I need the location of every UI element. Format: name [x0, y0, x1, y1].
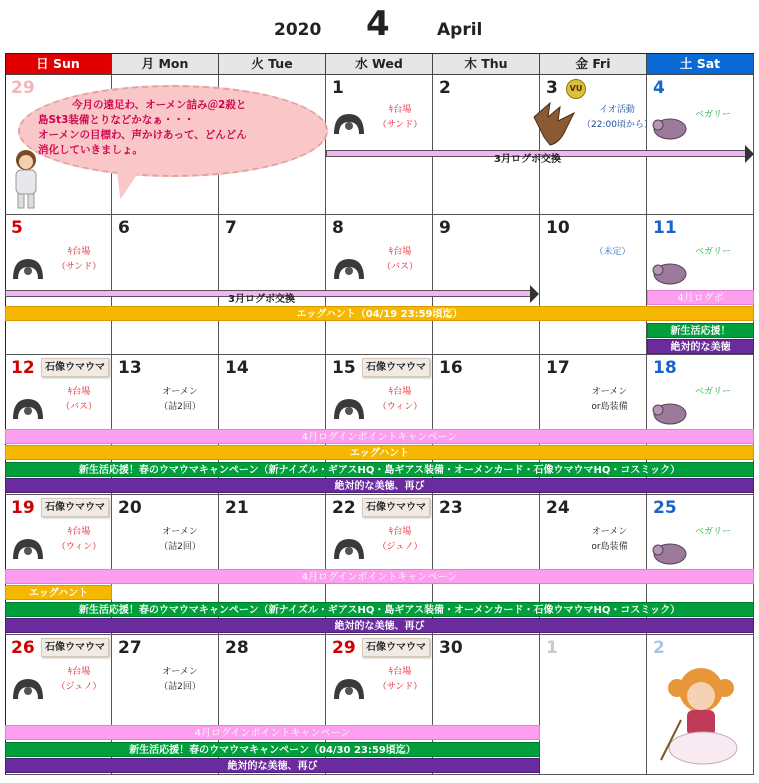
venue-label: ｷ台場 （ウィン） [377, 387, 423, 412]
login-bonus-bar[interactable]: 4月ログボ [647, 290, 754, 305]
event-note: オーメン or島装備 [591, 527, 628, 552]
day-cell-may1[interactable] [540, 635, 647, 775]
day-number: 14 [225, 358, 249, 378]
virtue-bar[interactable]: 絶対的な美徳 [647, 339, 754, 354]
helmet-icon [330, 535, 368, 561]
day-number: 21 [225, 498, 249, 518]
event-note: オーメン （詰2回） [159, 667, 201, 692]
day-number: 1 [546, 638, 558, 658]
day-number: 8 [332, 218, 344, 238]
venue-label: ｷ台場 （サンド） [377, 667, 423, 692]
venue-label: ｷ台場 （バス） [381, 247, 418, 272]
day-number: 22 [332, 498, 356, 518]
day-number: 19 [11, 498, 35, 518]
event-note: オーメン （詰2回） [159, 527, 201, 552]
speech-bubble-text [38, 98, 318, 158]
new-life-campaign-bar[interactable]: 新生活応援！春のウマウマキャンペーン（04/30 23:59頃迄） [5, 742, 540, 757]
day-number: 18 [653, 358, 677, 378]
egg-hunt-bar[interactable]: エッグハント [5, 445, 754, 460]
venue-label: ｷ台場 （サンド） [377, 105, 423, 130]
day-number: 20 [118, 498, 142, 518]
helmet-icon [9, 395, 47, 421]
day-cell-apr1[interactable] [326, 75, 433, 215]
bubble-line: 島St3装備とりなどかなぁ・・・ [38, 114, 195, 126]
login-campaign-bar[interactable]: 4月ログインポイントキャンペーン [5, 429, 754, 444]
event-note: オーメン （詰2回） [159, 387, 201, 412]
day-number: 29 [11, 78, 35, 98]
venue-label: ｷ台場 （バス） [60, 387, 97, 412]
day-number: 27 [118, 638, 142, 658]
day-cell-apr7[interactable] [219, 215, 326, 355]
helmet-icon [9, 675, 47, 701]
arrow-label: 3月ログボ交換 [494, 154, 561, 165]
login-campaign-bar[interactable]: 4月ログインポイントキャンペーン [5, 725, 540, 740]
helmet-icon [330, 255, 368, 281]
day-number: 13 [118, 358, 142, 378]
day-cell-apr9[interactable] [433, 215, 540, 355]
event-note: イオ活動 （22:00頃から） [582, 105, 653, 130]
helmet-icon [330, 395, 368, 421]
venue-label: ｷ台場 （ジュノ） [377, 527, 423, 552]
day-number: 11 [653, 218, 677, 238]
day-number: 29 [332, 638, 356, 658]
helmet-icon [9, 535, 47, 561]
statue-tag: 石像ウマウマ [41, 358, 109, 377]
day-number: 4 [653, 78, 665, 98]
day-number: 3 [546, 78, 558, 98]
egg-hunt-bar[interactable]: エッグハント（04/19 23:59頃迄） [5, 306, 754, 321]
egg-hunt-bar[interactable]: エッグハント [5, 585, 112, 600]
venue-label: ｷ台場 （ウィン） [56, 527, 102, 552]
day-number: 6 [118, 218, 130, 238]
event-note: ベガリー [694, 110, 731, 120]
virtue-bar[interactable]: 絶対的な美徳、再び [5, 478, 754, 493]
month-name: April [437, 20, 483, 40]
arrow-label: 3月ログボ交換 [228, 294, 295, 305]
login-campaign-bar[interactable]: 4月ログインポイントキャンペーン [5, 569, 754, 584]
day-number: 10 [546, 218, 570, 238]
chibi-character-icon [651, 660, 749, 770]
statue-tag: 石像ウマウマ [41, 638, 109, 657]
virtue-bar[interactable]: 絶対的な美徳、再び [5, 618, 754, 633]
day-number: 24 [546, 498, 570, 518]
day-number: 17 [546, 358, 570, 378]
header-thursday: 木 Thu [433, 53, 540, 75]
vu-badge-icon: VU [566, 79, 586, 99]
day-number: 28 [225, 638, 249, 658]
event-note: オーメン or島装備 [591, 387, 628, 412]
header-saturday: 土 Sat [647, 53, 754, 75]
beast-icon [650, 538, 688, 566]
new-life-campaign-bar[interactable]: 新生活応援！春のウマウマキャンペーン（新ナイズル・ギアスHQ・島ギアス装備・オーメンカード・石像ウマウマHQ・コスミック） [5, 602, 754, 617]
day-number: 1 [332, 78, 344, 98]
header-monday: 月 Mon [112, 53, 219, 75]
beast-icon [650, 398, 688, 426]
event-note: （未定） [594, 247, 631, 257]
new-life-campaign-bar[interactable]: 新生活応援！春のウマウマキャンペーン（新ナイズル・ギアスHQ・島ギアス装備・オーメンカード・石像ウマウマHQ・コスミック） [5, 462, 754, 477]
day-cell-apr8[interactable] [326, 215, 433, 355]
bubble-line: オーメンの目標わ、声かけあって、どんどん [38, 129, 247, 141]
bubble-line: 今月の遠足わ、オーメン詰み＠2殺と [72, 99, 247, 111]
day-number: 30 [439, 638, 463, 658]
bubble-line: 消化していきましょ。 [38, 144, 143, 156]
calendar-header [0, 0, 759, 50]
header-friday: 金 Fri [540, 53, 647, 75]
day-number: 25 [653, 498, 677, 518]
month-number: 4 [366, 4, 390, 44]
day-cell-apr5[interactable] [5, 215, 112, 355]
event-note: ベガリー [694, 387, 731, 397]
statue-tag: 石像ウマウマ [362, 638, 430, 657]
day-number: 7 [225, 218, 237, 238]
day-number: 9 [439, 218, 451, 238]
helmet-icon [330, 675, 368, 701]
day-number: 26 [11, 638, 35, 658]
day-cell-apr4[interactable] [647, 75, 754, 215]
event-note: ベガリー [694, 247, 731, 257]
dragon-icon [530, 97, 580, 149]
day-number: 16 [439, 358, 463, 378]
header-wednesday: 水 Wed [326, 53, 433, 75]
beast-icon [650, 258, 688, 286]
day-cell-apr6[interactable] [112, 215, 219, 355]
day-number: 15 [332, 358, 356, 378]
statue-tag: 石像ウマウマ [41, 498, 109, 517]
day-number: 12 [11, 358, 35, 378]
day-number: 2 [653, 638, 665, 658]
helmet-icon [9, 255, 47, 281]
helmet-icon [330, 110, 368, 136]
day-number: 5 [11, 218, 23, 238]
header-sunday: 日 Sun [5, 53, 112, 75]
character-portrait-icon [8, 148, 44, 210]
event-note: ベガリー [694, 527, 731, 537]
venue-label: ｷ台場 （ジュノ） [56, 667, 102, 692]
year-label: 2020 [274, 20, 322, 40]
statue-tag: 石像ウマウマ [362, 358, 430, 377]
day-number: 2 [439, 78, 451, 98]
header-tuesday: 火 Tue [219, 53, 326, 75]
statue-tag: 石像ウマウマ [362, 498, 430, 517]
day-cell-apr10[interactable] [540, 215, 647, 355]
virtue-bar[interactable]: 絶対的な美徳、再び [5, 758, 540, 773]
day-number: 23 [439, 498, 463, 518]
venue-label: ｷ台場 （サンド） [56, 247, 102, 272]
new-life-bar[interactable]: 新生活応援！ [647, 323, 754, 338]
day-cell-apr2[interactable] [433, 75, 540, 215]
